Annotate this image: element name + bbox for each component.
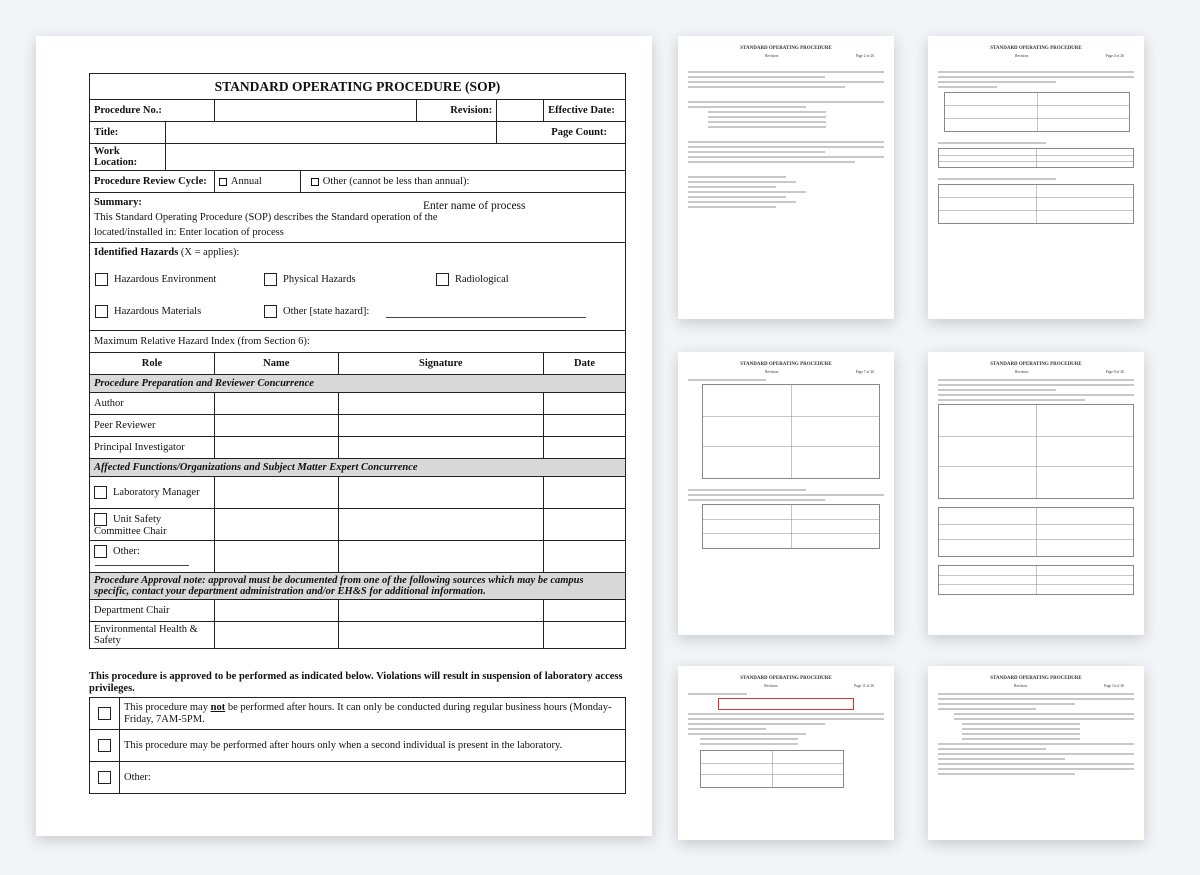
thumb-revision: Revision: <box>1014 684 1028 688</box>
role-department-chair: Department Chair <box>90 600 215 622</box>
role-author: Author <box>90 393 215 415</box>
hazard-checkbox[interactable] <box>264 305 277 318</box>
option-checkbox[interactable] <box>98 771 111 784</box>
work-location-label: Work Location: <box>90 144 166 171</box>
other-hazard-line[interactable] <box>386 317 586 318</box>
thumb-revision: Revision: <box>1015 54 1029 58</box>
thumb-page-number: Page 4 of 26 <box>1105 54 1124 58</box>
summary-cell <box>90 193 626 243</box>
thumbnail-page[interactable] <box>928 352 1144 635</box>
date-field[interactable] <box>544 393 626 415</box>
option-checkbox-cell[interactable] <box>90 698 120 730</box>
other-role-line[interactable] <box>95 565 189 566</box>
hazard-other[interactable]: Other [state hazard]: <box>264 305 369 318</box>
signature-field[interactable] <box>338 477 543 509</box>
process-name-input[interactable]: Enter name of process <box>423 200 526 212</box>
annual-option[interactable]: Annual <box>214 171 300 193</box>
thumb-page-number: Page 14 of 26 <box>1104 684 1124 688</box>
name-field[interactable] <box>214 393 338 415</box>
signature-field[interactable] <box>338 415 543 437</box>
thumbnail-page[interactable] <box>928 36 1144 319</box>
section-preparation: Procedure Preparation and Reviewer Concurrence <box>90 375 626 393</box>
signature-field[interactable] <box>338 600 543 622</box>
role-ehs: Environmental Health & Safety <box>90 622 215 649</box>
thumbnail-page[interactable] <box>678 352 894 635</box>
date-field[interactable] <box>544 477 626 509</box>
hazard-materials[interactable]: Hazardous Materials <box>95 305 201 318</box>
thumb-page-number: Page 9 of 26 <box>1105 370 1124 374</box>
title-label: Title: <box>90 122 166 144</box>
date-field[interactable] <box>544 541 626 573</box>
role-checkbox[interactable] <box>94 513 107 526</box>
col-role: Role <box>90 353 215 375</box>
summary-label: Summary: <box>94 197 142 208</box>
form-title: STANDARD OPERATING PROCEDURE (SOP) <box>90 74 626 100</box>
approval-statement: This procedure is approved to be performed as indicated below. Violations will result in suspension of laboratory access privileges. <box>89 671 623 694</box>
thumb-header: STANDARD OPERATING PROCEDURE <box>990 362 1082 367</box>
hazard-checkbox[interactable] <box>95 305 108 318</box>
role-lab-manager[interactable]: Laboratory Manager <box>90 477 215 509</box>
name-field[interactable] <box>214 415 338 437</box>
name-field[interactable] <box>214 477 338 509</box>
thumb-revision: Revision: <box>1015 370 1029 374</box>
option-checkbox[interactable] <box>98 739 111 752</box>
section-approval-note: Procedure Approval note: approval must be documented from one of the following sources which may be campus specific, contact your department administration and/or EH&S for additional information. <box>90 573 626 600</box>
option-checkbox-cell[interactable] <box>90 762 120 794</box>
signature-field[interactable] <box>338 509 543 541</box>
hazard-radiological[interactable]: Radiological <box>436 273 509 286</box>
role-principal-investigator: Principal Investigator <box>90 437 215 459</box>
hazards-note: (X = applies): <box>180 247 240 258</box>
summary-text-2: located/installed in: <box>94 227 177 238</box>
procedure-no-field[interactable] <box>214 100 416 122</box>
option-other: Other: <box>120 762 626 794</box>
thumb-header: STANDARD OPERATING PROCEDURE <box>740 676 832 681</box>
title-field[interactable] <box>165 122 496 144</box>
procedure-no-label: Procedure No.: <box>90 100 215 122</box>
role-safety-chair[interactable]: Unit Safety Committee Chair <box>90 509 215 541</box>
approval-options-table <box>89 697 626 794</box>
hazard-environment[interactable]: Hazardous Environment <box>95 273 216 286</box>
option-no-after-hours: This procedure may not be performed after hours. It can only be conducted during regular business hours (Monday-Friday, 7AM-5PM. <box>120 698 626 730</box>
other-review-checkbox[interactable] <box>311 178 319 186</box>
thumb-revision: Revision: <box>765 54 779 58</box>
emergency-box <box>718 698 854 710</box>
signature-field[interactable] <box>338 437 543 459</box>
thumb-page-number: Page 2 of 26 <box>855 54 874 58</box>
thumb-header: STANDARD OPERATING PROCEDURE <box>990 46 1082 51</box>
thumbnail-page[interactable] <box>928 666 1144 840</box>
hazard-checkbox[interactable] <box>264 273 277 286</box>
section-affected-functions: Affected Functions/Organizations and Subject Matter Expert Concurrence <box>90 459 626 477</box>
max-hazard-index: Maximum Relative Hazard Index (from Section 6): <box>90 331 626 353</box>
thumb-page-number: Page 11 of 26 <box>854 684 874 688</box>
name-field[interactable] <box>214 600 338 622</box>
option-checkbox[interactable] <box>98 707 111 720</box>
signature-field[interactable] <box>338 622 543 649</box>
location-input[interactable]: Enter location of process <box>179 227 284 238</box>
name-field[interactable] <box>214 622 338 649</box>
name-field[interactable] <box>214 509 338 541</box>
date-field[interactable] <box>544 415 626 437</box>
option-checkbox-cell[interactable] <box>90 730 120 762</box>
other-review-option[interactable]: Other (cannot be less than annual): <box>300 171 625 193</box>
thumb-header: STANDARD OPERATING PROCEDURE <box>740 362 832 367</box>
thumb-revision: Revision: <box>764 684 779 688</box>
thumbnail-page[interactable] <box>678 36 894 319</box>
hazard-checkbox[interactable] <box>95 273 108 286</box>
col-signature: Signature <box>338 353 543 375</box>
role-checkbox[interactable] <box>94 486 107 499</box>
revision-label: Revision: <box>417 100 497 122</box>
date-field[interactable] <box>544 509 626 541</box>
name-field[interactable] <box>214 437 338 459</box>
hazards-cell <box>90 243 626 331</box>
summary-text-1: This Standard Operating Procedure (SOP) describes the Standard operation of the <box>94 212 438 223</box>
hazard-physical[interactable]: Physical Hazards <box>264 273 356 286</box>
role-other[interactable]: Other: <box>90 541 215 573</box>
thumbnail-page[interactable] <box>678 666 894 840</box>
sop-form-table <box>89 73 626 649</box>
signature-field[interactable] <box>338 541 543 573</box>
option-second-individual: This procedure may be performed after hours only when a second individual is present in the laboratory. <box>120 730 626 762</box>
hazard-checkbox[interactable] <box>436 273 449 286</box>
thumb-header: STANDARD OPERATING PROCEDURE <box>990 676 1082 681</box>
role-checkbox[interactable] <box>94 545 107 558</box>
effective-date-label: Effective Date: <box>544 100 626 122</box>
revision-field[interactable] <box>497 100 544 122</box>
annual-checkbox[interactable] <box>219 178 227 186</box>
work-location-field[interactable] <box>165 144 625 171</box>
col-name: Name <box>214 353 338 375</box>
page-count-label: Page Count: <box>497 122 626 144</box>
date-field[interactable] <box>544 622 626 649</box>
name-field[interactable] <box>214 541 338 573</box>
date-field[interactable] <box>544 437 626 459</box>
role-peer-reviewer: Peer Reviewer <box>90 415 215 437</box>
col-date: Date <box>544 353 626 375</box>
sop-cover-page <box>36 36 652 836</box>
thumb-header: STANDARD OPERATING PROCEDURE <box>740 46 832 51</box>
thumb-page-number: Page 7 of 26 <box>855 370 874 374</box>
signature-field[interactable] <box>338 393 543 415</box>
review-cycle-label: Procedure Review Cycle: <box>90 171 215 193</box>
hazards-label: Identified Hazards <box>94 247 179 258</box>
thumb-revision: Revision: <box>765 370 779 374</box>
date-field[interactable] <box>544 600 626 622</box>
